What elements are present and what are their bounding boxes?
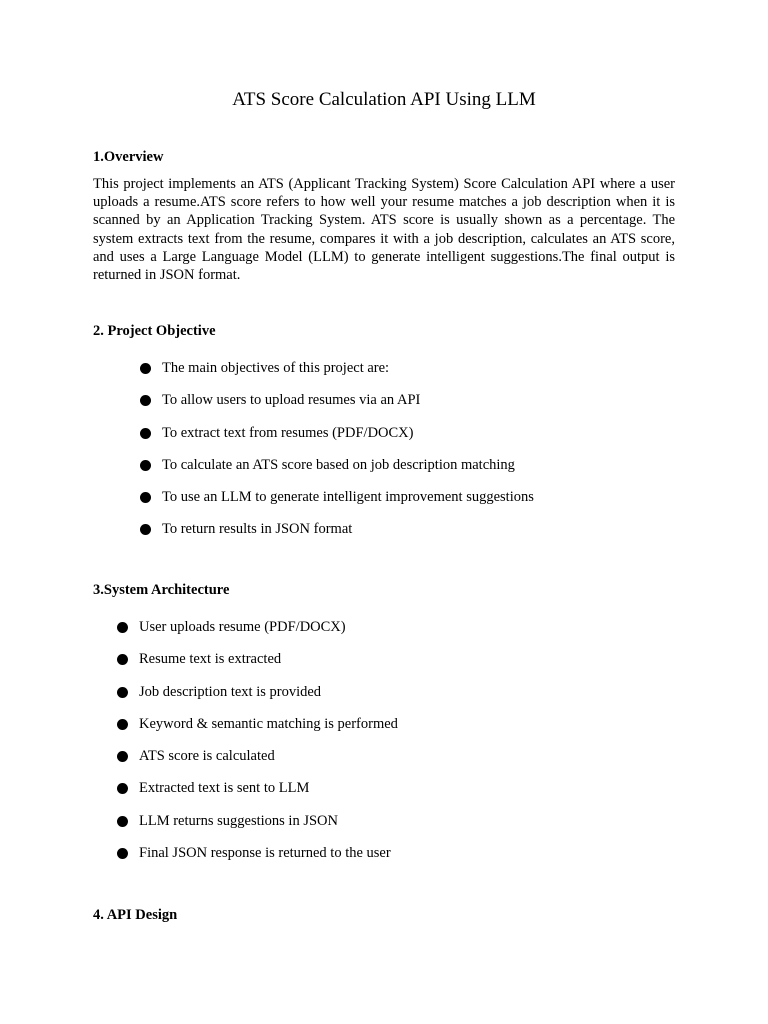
bullet-dot-icon	[117, 719, 128, 730]
bullet-dot-icon	[117, 816, 128, 827]
list-item-text: ATS score is calculated	[139, 748, 275, 765]
overview-paragraph: This project implements an ATS (Applicant Tracking System) Score Calculation API where a user uploads a resume.ATS score refers to how well your resume matches a job description when it is scanned by an Application Tracking System. ATS score is usually shown as a percentage. The system extracts text from the resume, compares it with a job description, calculates an ATS score, and uses a Large Language Model (LLM) to generate intelligent suggestions.The final output is returned in JSON format.	[93, 176, 675, 284]
section-heading-project-objective: 2. Project Objective	[93, 323, 216, 339]
bullet-dot-icon	[140, 492, 151, 503]
list-item-text: Keyword & semantic matching is performed	[139, 715, 398, 732]
list-item-text: The main objectives of this project are:	[162, 360, 390, 376]
bullet-dot-icon	[117, 783, 128, 794]
bullet-dot-icon	[140, 428, 151, 439]
list-item-text: To use an LLM to generate intelligent improvement suggestions	[162, 489, 534, 506]
list-item-text: To calculate an ATS score based on job description matching	[162, 456, 515, 473]
section-heading-api-design: 4. API Design	[93, 907, 178, 923]
list-item-text: Final JSON response is returned to the user	[139, 845, 391, 862]
bullet-dot-icon	[140, 363, 151, 374]
bullet-dot-icon	[117, 654, 128, 665]
list-item-text: To extract text from resumes (PDF/DOCX)	[162, 424, 414, 441]
bullet-dot-icon	[117, 687, 128, 698]
list-item-text: To return results in JSON format	[162, 521, 353, 538]
document-title: ATS Score Calculation API Using LLM	[232, 89, 536, 110]
list-item-text: To allow users to upload resumes via an API	[162, 392, 421, 409]
bullet-dot-icon	[117, 848, 128, 859]
bullet-dot-icon	[117, 622, 128, 633]
list-item-text: Resume text is extracted	[139, 651, 282, 668]
list-item-text: Job description text is provided	[139, 683, 322, 700]
bullet-dot-icon	[140, 460, 151, 471]
bullet-dot-icon	[140, 524, 151, 535]
bullet-dot-icon	[140, 395, 151, 406]
bullet-dot-icon	[117, 751, 128, 762]
list-item-text: LLM returns suggestions in JSON	[139, 812, 338, 829]
section-heading-overview: 1.Overview	[93, 149, 164, 165]
list-item-text: Extracted text is sent to LLM	[139, 780, 310, 797]
section-heading-system-architecture: 3.System Architecture	[93, 582, 230, 598]
list-item-text: User uploads resume (PDF/DOCX)	[139, 619, 346, 635]
